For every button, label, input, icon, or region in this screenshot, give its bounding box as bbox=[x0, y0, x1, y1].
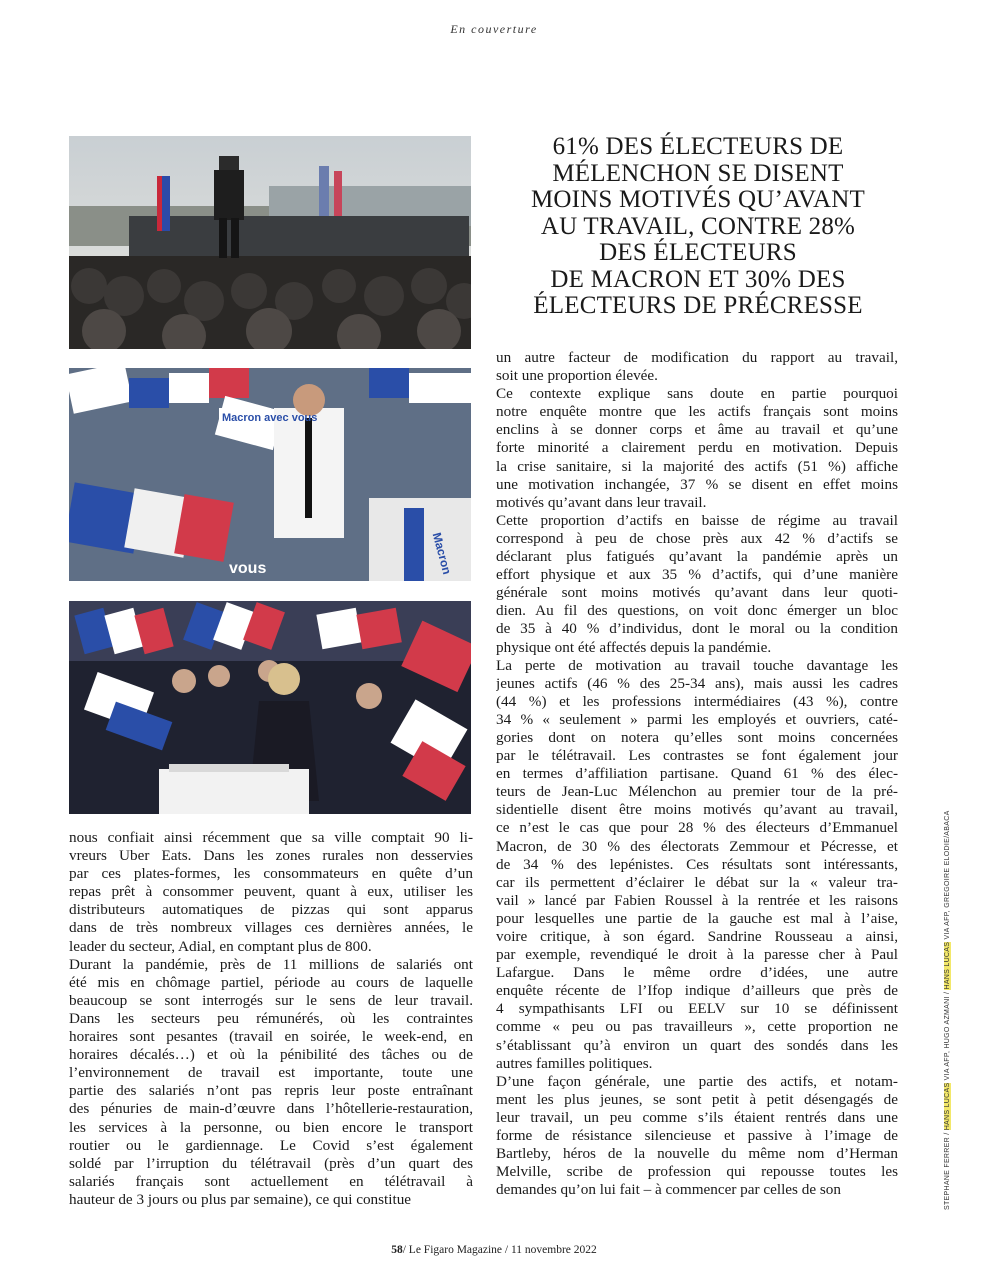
pull-quote-line: MÉLENCHON SE DISENT bbox=[552, 159, 844, 187]
credit-text: VIA AFP, HUGO AZMANI / bbox=[944, 989, 951, 1083]
article-line: la crise sanitaire, si la majorité des actifs (51 %) affiche bbox=[496, 457, 898, 475]
article-line: vreurs Uber Eats. Dans les zones rurales non desservies bbox=[69, 847, 473, 865]
credit-text: VIA AFP, GREGOIRE ELODIE/ABACA bbox=[944, 810, 951, 942]
sign-macron-avec-vous: Macron avec vous bbox=[222, 412, 318, 424]
article-line: sidentielle disent être moins motivés qu’avant au travail, bbox=[496, 801, 898, 819]
article-line: hauteur de 3 jours ou plus par semaine), ce qui constitue bbox=[69, 1190, 412, 1208]
article-line: vail » lancé par Fabien Roussel à la rentrée et les raisons bbox=[496, 891, 898, 909]
pull-quote-line: 61% DES ÉLECTEURS DE bbox=[552, 133, 844, 160]
credit-agency-highlight: HANS LUCAS bbox=[944, 1082, 951, 1131]
article-line: Melville, scribe de profession qui repousse toutes les bbox=[496, 1163, 898, 1181]
article-line: 4 sympathisants LFI ou EELV sur 10 se définissent bbox=[496, 1000, 898, 1018]
article-line: jeunes actifs (46 % des 25-34 ans), mais aussi les cadres bbox=[496, 674, 898, 692]
sign-macron: Macron bbox=[429, 530, 455, 576]
photo-melenchon-rally bbox=[69, 136, 471, 349]
article-line: s’établissant qu’à environ un quart des sondés dans les bbox=[496, 1036, 898, 1054]
article-line: voire critique, à son égard. Sandrine Rousseau a ainsi, bbox=[496, 928, 898, 945]
article-line: horaires sont pesantes (travail en soirée, le week-end, en bbox=[69, 1028, 473, 1046]
article-line: Durant la pandémie, près de 11 millions de salariés ont bbox=[69, 955, 473, 973]
photo-macron-rally bbox=[69, 368, 471, 581]
article-line: dans de très nombreux villages ces dernières années, le bbox=[69, 919, 473, 937]
pull-quote bbox=[498, 134, 898, 320]
article-line: salariés français sont actuellement en télétravail à bbox=[69, 1172, 473, 1190]
article-line: de 34 % des lepénistes. Ces résultats sont intéressants, bbox=[496, 855, 898, 873]
article-line: Lafargue. Dans le même ordre d’idées, une autre bbox=[496, 964, 898, 982]
article-line: leur travail, un peu comme s’ils étaient rentrés dans une bbox=[496, 1108, 898, 1126]
article-line: effort physique et aux 35 % d’actifs, qui d’une manière bbox=[496, 566, 898, 584]
article-line: générale sont moins motivés qu’avant dans leur quoti- bbox=[496, 584, 898, 602]
article-line: l’environnement de travail est importante, toute une bbox=[69, 1064, 473, 1082]
article-line: soit une proportion élevée. bbox=[496, 367, 658, 385]
page-number: 58 bbox=[391, 1244, 403, 1256]
article-line: Dans les secteurs peu rémunérés, où les contraintes bbox=[69, 1009, 473, 1027]
article-line: routier ou le gardiennage. Le Covid s’est également bbox=[69, 1136, 473, 1154]
article-line: une motivation inchangée, 37 % se disent en effet moins bbox=[496, 475, 898, 493]
article-line: car ils permettent d’éclairer le débat sur la « valeur tra- bbox=[496, 873, 898, 891]
article-line: repas prêt à consommer peuvent, quant à eux, utiliser les bbox=[69, 883, 473, 901]
article-line: de 35 à 40 % d’individus, dont le moral ou la condition bbox=[496, 620, 898, 638]
article-column-right bbox=[496, 349, 898, 1199]
article-line: en termes d’affiliation partisane. Quand 61 % des élec- bbox=[496, 765, 898, 783]
article-line: forte minorité a clairement perdu en motivation. Depuis bbox=[496, 439, 898, 457]
article-line: autres familles politiques. bbox=[496, 1054, 653, 1072]
article-line: La perte de motivation au travail touche davantage les bbox=[496, 656, 898, 674]
article-line: Ce contexte explique sans doute en partie pourquoi bbox=[496, 385, 898, 403]
article-line: horaires décalés…) et où la pénibilité des tâches ou de bbox=[69, 1046, 473, 1064]
article-line: déclarant plus fatigués qu’avant la pandémie après un bbox=[496, 548, 898, 566]
page-footer bbox=[0, 1244, 988, 1256]
article-line: enquête récente de l’Ifop indique d’ailleurs que près de bbox=[496, 982, 898, 1000]
article-line: été mis en chômage partiel, période au cours de laquelle bbox=[69, 973, 473, 991]
article-line: Cette proportion d’actifs en baisse de régime au travail bbox=[496, 511, 898, 529]
credit-agency-highlight: HANS LUCAS bbox=[944, 941, 951, 990]
article-line: 34 % « seulement » parmi les employés et ouvriers, caté- bbox=[496, 710, 898, 728]
article-line: partie des salariés n’ont pas repris leur poste entraînant bbox=[69, 1082, 473, 1100]
pull-quote-line: DE MACRON ET 30% DES bbox=[550, 265, 846, 293]
article-line: nous confiait ainsi récemment que sa ville comptait 90 li- bbox=[69, 829, 473, 846]
article-line: beaucoup se sont interrogés sur le sens de leur travail. bbox=[69, 991, 473, 1009]
article-line: gories dont on notera qu’elles sont moins concernées bbox=[496, 728, 898, 746]
credit-text: STEPHANE FERRER / bbox=[944, 1130, 951, 1210]
article-line: demandes qu’on lui fait – à commencer par celles de son bbox=[496, 1181, 841, 1199]
publication-info: / Le Figaro Magazine / 11 novembre 2022 bbox=[402, 1244, 597, 1256]
article-line: par le télétravail. Les contrastes se font également jour bbox=[496, 747, 898, 765]
article-line: distributeurs automatiques de pizzas qui sont apparus bbox=[69, 901, 473, 919]
article-line: comme « peu ou pas travailleurs », cette proportion ne bbox=[496, 1018, 898, 1036]
article-line: teurs de Jean-Luc Mélenchon au premier tour de la pré- bbox=[496, 783, 898, 801]
article-line: pour lesquelles une partie de la gauche est mal à l’aise, bbox=[496, 909, 898, 927]
article-line: notre enquête montre que les actifs français sont moins bbox=[496, 403, 898, 421]
pull-quote-line: MOINS MOTIVÉS QU’AVANT bbox=[530, 186, 866, 213]
article-line: motivés qu’avant dans leur travail. bbox=[496, 493, 707, 511]
pull-quote-line: ÉLECTEURS DE PRÉCRESSE bbox=[533, 292, 863, 319]
photo-credits bbox=[944, 810, 951, 1210]
article-line: Macron, de 30 % des électorats Zemmour et Pécresse, et bbox=[496, 837, 898, 855]
photo-pecresse-rally bbox=[69, 601, 471, 814]
article-line: des pénuries de main-d’œuvre dans l’hôtellerie-restauration, bbox=[69, 1100, 473, 1118]
article-line: les services à la personne, ou bien encore le transport bbox=[69, 1118, 473, 1136]
article-line: un autre facteur de modification du rapport au travail, bbox=[496, 349, 898, 366]
article-line: enclins à se donner corps et âme au travail et qu’une bbox=[496, 421, 898, 439]
article-line: forme de résistance silencieuse et passive à l’image de bbox=[496, 1127, 898, 1145]
article-line: (44 %) et les professions intermédiaires (43 %), contre bbox=[496, 692, 898, 710]
article-line: ce n’est le cas que pour 28 % des électeurs d’Emmanuel bbox=[496, 819, 898, 837]
article-line: par exemple, revendiqué le droit à la paresse cher à Paul bbox=[496, 946, 898, 964]
article-line: Bartleby, héros de la nouvelle du même nom d’Herman bbox=[496, 1145, 898, 1163]
article-line: dien. Au fil des questions, on voit donc émerger un bloc bbox=[496, 602, 898, 620]
pull-quote-line: DES ÉLECTEURS bbox=[599, 239, 797, 266]
article-line: soldé par l’irruption du télétravail (près d’un quart des bbox=[69, 1154, 473, 1172]
section-label: En couverture bbox=[450, 22, 538, 36]
article-line: D’une façon générale, une partie des actifs, et notam- bbox=[496, 1072, 898, 1090]
article-line: correspond à peu de chose près aux 42 % d’actifs se bbox=[496, 529, 898, 547]
article-line: physique ont été affectés depuis la pandémie. bbox=[496, 638, 772, 656]
article-line: ment les plus jeunes, se sont petit à petit désengagés de bbox=[496, 1090, 898, 1108]
article-column-left bbox=[69, 829, 473, 1209]
pull-quote-line: AU TRAVAIL, CONTRE 28% bbox=[540, 212, 856, 240]
article-line: par ces plates-formes, les consommateurs en quête d’un bbox=[69, 865, 473, 883]
sign-vous: vous bbox=[229, 560, 267, 577]
article-line: leader du secteur, Adial, en comptant plus de 800. bbox=[69, 937, 372, 955]
